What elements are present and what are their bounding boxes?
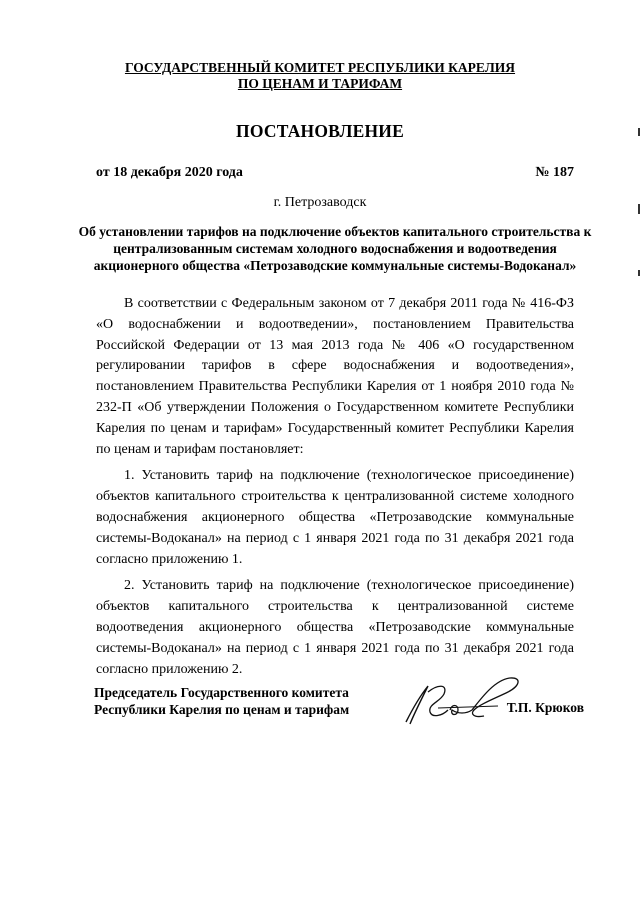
- paragraph-preamble: В соответствии с Федеральным законом от 7 декабря 2011 года № 416-ФЗ «О водоснабжении и водоотведении», постановлением Правительства Российской Федерации от 13 мая 2013 года № 406 «О государственном регулировании тарифов в сфере водоснабжения и водоотведения», постановлением Правительства Республики Карелия от 1 ноября 2010 года № 232-П «Об утверждении Положения о Государственном комитете Республики Карелия по ценам и тарифам» Государственный комитет Республики Карелия по ценам и тарифам постановляет:: [96, 296, 574, 457]
- document-date: от 18 декабря 2020 года: [96, 165, 243, 180]
- document-title: ПОСТАНОВЛЕНИЕ: [236, 121, 404, 141]
- paragraph-item-2: 2. Установить тариф на подключение (технологическое присоединение) объектов капитального строительства к централизованной системе водоотведения акционерного общества «Петрозаводские коммунальные системы-Водоканал» на период с 1 января 2021 года по 31 декабря 2021 года согласно приложению 2.: [96, 578, 574, 677]
- issuer-header-line1: ГОСУДАРСТВЕННЫЙ КОМИТЕТ РЕСПУБЛИКИ КАРЕЛИЯ: [124, 60, 516, 75]
- issuer-header-line2: ПО ЦЕНАМ И ТАРИФАМ: [237, 76, 403, 91]
- paragraph-item-1: 1. Установить тариф на подключение (технологическое присоединение) объектов капитального строительства к централизованной системе холодного водоснабжения акционерного общества «Петрозаводские коммунальные системы-Водоканал» на период с 1 января 2021 года по 31 декабря 2021 года согласно приложению 1.: [96, 468, 574, 567]
- signatory-name: Т.П. Крюков: [506, 700, 584, 715]
- signatory-position: [94, 685, 349, 718]
- signatory-position-line1: Председатель Государственного комитета: [94, 685, 349, 700]
- signatory-position-line2: Республики Карелия по ценам и тарифам: [94, 701, 350, 717]
- document-city: г. Петрозаводск: [273, 195, 367, 210]
- document-number: № 187: [535, 165, 574, 180]
- document-body: [96, 294, 574, 686]
- document-subject: Об установлении тарифов на подключение объектов капитального строительства к централизованным системам холодного водоснабжения и водоотведения акционерного общества «Петрозаводские коммунальные системы-Водоканал»: [78, 224, 592, 273]
